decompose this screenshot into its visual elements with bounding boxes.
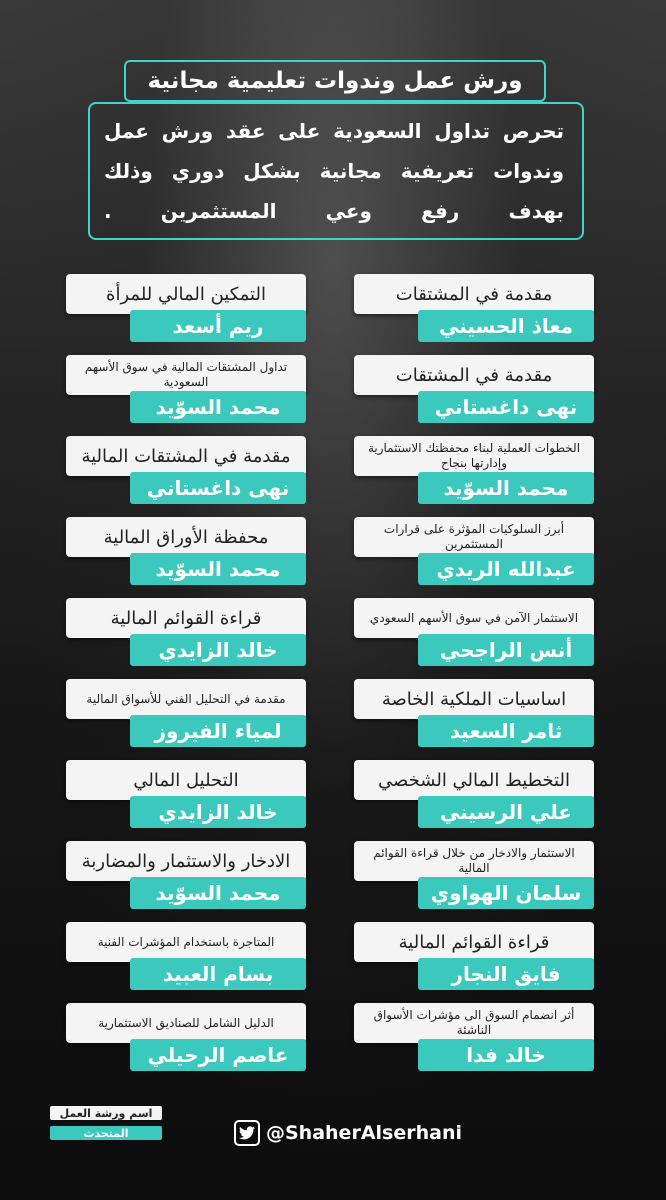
speaker-name: محمد السوّيد xyxy=(155,881,281,905)
workshop-card xyxy=(354,841,594,922)
speaker-box xyxy=(418,796,594,828)
workshop-card xyxy=(66,436,306,517)
workshop-title-box xyxy=(354,274,594,314)
workshop-title: الخطوات العملية لبناء محفظتك الاستثمارية وإدارتها بنجاح xyxy=(367,441,581,470)
workshop-title-box xyxy=(354,517,594,557)
workshop-title: التمكين المالي للمرأة xyxy=(106,283,266,305)
workshop-card xyxy=(66,355,306,436)
speaker-name: عبدالله الريدي xyxy=(436,557,576,581)
legend-speaker-swatch xyxy=(50,1126,162,1140)
legend-speaker-row xyxy=(50,1124,162,1142)
workshop-title: مقدمة في المشتقات المالية xyxy=(81,445,291,467)
workshop-card xyxy=(354,517,594,598)
speaker-box xyxy=(130,1039,306,1071)
workshop-title-box xyxy=(354,841,594,881)
speaker-name: علي الرسيني xyxy=(439,800,573,824)
workshop-title: تداول المشتقات المالية في سوق الأسهم السعودية xyxy=(84,360,288,389)
speaker-name: سلمان الهواوي xyxy=(430,881,582,905)
speaker-name: ثامر السعيد xyxy=(449,719,563,743)
workshop-card xyxy=(354,679,594,760)
legend-workshop-swatch xyxy=(50,1106,162,1120)
speaker-name: معاذ الحسيني xyxy=(438,314,574,338)
workshop-title: محفظة الأوراق المالية xyxy=(103,526,269,548)
workshop-title-box xyxy=(354,1003,594,1043)
workshop-card xyxy=(66,274,306,355)
title-banner xyxy=(124,60,546,102)
workshop-card xyxy=(66,598,306,679)
speaker-box xyxy=(418,634,594,666)
speaker-box xyxy=(130,958,306,990)
workshop-card xyxy=(66,841,306,922)
workshop-card xyxy=(66,922,306,1003)
workshop-title-box xyxy=(354,355,594,395)
workshop-title: مقدمة في المشتقات xyxy=(395,364,553,386)
workshop-card xyxy=(66,760,306,841)
workshop-card xyxy=(66,1003,306,1084)
workshop-card xyxy=(354,922,594,1003)
workshop-title: الاستثمار الآمن في سوق الأسهم السعودي xyxy=(369,610,579,625)
workshop-title-box xyxy=(66,517,306,557)
speaker-box xyxy=(418,472,594,504)
workshop-card xyxy=(66,679,306,760)
legend-speaker-label: المتحدث xyxy=(83,1126,129,1140)
speaker-box xyxy=(418,1039,594,1071)
speaker-name: عاصم الرحيلي xyxy=(147,1043,289,1067)
page-title: ورش عمل وندوات تعليمية مجانية xyxy=(147,68,523,94)
speaker-box xyxy=(130,472,306,504)
speaker-box xyxy=(130,391,306,423)
speaker-box xyxy=(130,553,306,585)
workshop-card xyxy=(354,1003,594,1084)
workshop-title: التخطيط المالي الشخصي xyxy=(378,769,570,791)
workshop-title: الادخار والاستثمار والمضاربة xyxy=(81,850,291,872)
speaker-name: بسام العبيد xyxy=(162,962,274,986)
workshop-title: أثر انضمام السوق الى مؤشرات الأسواق الناشئة xyxy=(373,1008,575,1037)
workshop-card xyxy=(354,274,594,355)
speaker-box xyxy=(418,391,594,423)
workshop-title-box xyxy=(354,436,594,476)
workshop-title-box xyxy=(66,1003,306,1043)
speaker-name: ريم أسعد xyxy=(172,314,264,338)
workshop-card xyxy=(354,760,594,841)
speaker-box xyxy=(130,796,306,828)
workshop-title-box xyxy=(66,436,306,476)
speaker-name: خالد الزايدي xyxy=(158,800,278,824)
workshop-title: قراءة القوائم المالية xyxy=(398,931,550,953)
speaker-name: خالد فدا xyxy=(466,1043,546,1067)
speaker-name: فايق النجار xyxy=(451,962,561,986)
speaker-name: نهى داغستاني xyxy=(434,395,578,419)
intro-text xyxy=(104,114,564,228)
workshop-title: المتاجرة باستخدام المؤشرات الفنية xyxy=(97,934,275,949)
social-handle[interactable] xyxy=(234,1120,462,1146)
legend-workshop-label: اسم ورشة العمل xyxy=(59,1106,153,1120)
speaker-box xyxy=(418,310,594,342)
workshop-title: مقدمة في المشتقات xyxy=(395,283,553,305)
twitter-icon xyxy=(234,1120,260,1146)
twitter-handle: @ShaherAlserhani xyxy=(266,1122,462,1144)
workshop-title: اساسيات الملكية الخاصة xyxy=(381,688,567,710)
workshop-title: الاستثمار والادخار من خلال قراءة القوائم المالية xyxy=(373,846,575,875)
legend-workshop-row xyxy=(50,1104,162,1122)
workshop-title-box xyxy=(354,760,594,800)
workshop-title-box xyxy=(66,274,306,314)
intro-line-1: تحرص تداول السعودية على عقد ورش عمل xyxy=(104,119,564,143)
speaker-box xyxy=(418,958,594,990)
workshop-title: الدليل الشامل للصناديق الاستثمارية xyxy=(98,1015,274,1030)
workshop-title: مقدمة في التحليل الفني للأسواق المالية xyxy=(86,691,286,706)
workshops-grid xyxy=(66,274,594,1084)
workshop-title: أبرز السلوكيات المؤثرة على قرارات المستثمرين xyxy=(383,522,565,551)
workshop-card xyxy=(66,517,306,598)
workshop-card xyxy=(354,355,594,436)
speaker-name: محمد السوّيد xyxy=(443,476,569,500)
speaker-box xyxy=(418,553,594,585)
workshop-title-box xyxy=(66,841,306,881)
speaker-name: لمياء الفيروز xyxy=(154,719,282,743)
speaker-name: نهى داغستاني xyxy=(146,476,290,500)
speaker-box xyxy=(130,310,306,342)
speaker-name: محمد السوّيد xyxy=(155,395,281,419)
legend xyxy=(50,1104,162,1144)
speaker-name: محمد السوّيد xyxy=(155,557,281,581)
workshop-card xyxy=(354,436,594,517)
speaker-box xyxy=(418,715,594,747)
speaker-box xyxy=(418,877,594,909)
workshop-title-box xyxy=(66,679,306,719)
workshop-title-box xyxy=(354,922,594,962)
speaker-box xyxy=(130,715,306,747)
intro-line-3: بهدف رفع وعي المستثمرين . xyxy=(104,199,564,223)
workshop-card xyxy=(354,598,594,679)
workshop-title: قراءة القوائم المالية xyxy=(110,607,262,629)
workshop-title-box xyxy=(354,598,594,638)
intro-line-2: وندوات تعريفية مجانية بشكل دوري وذلك xyxy=(104,159,564,183)
workshop-title-box xyxy=(66,355,306,395)
speaker-name: خالد الزايدي xyxy=(158,638,278,662)
workshop-title-box xyxy=(66,760,306,800)
workshop-title-box xyxy=(66,922,306,962)
workshop-title: التحليل المالي xyxy=(133,769,239,791)
speaker-name: أنس الراجحي xyxy=(439,638,573,662)
speaker-box xyxy=(130,634,306,666)
workshop-title-box xyxy=(66,598,306,638)
workshop-title-box xyxy=(354,679,594,719)
speaker-box xyxy=(130,877,306,909)
